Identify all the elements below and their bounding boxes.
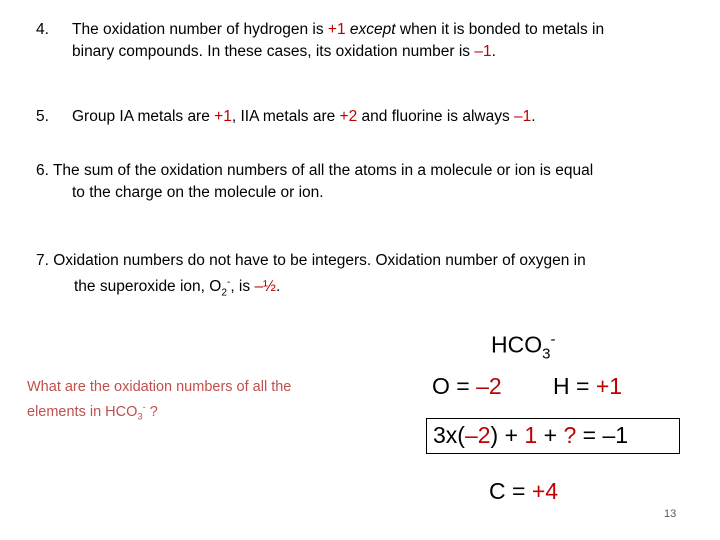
rule-4 bbox=[36, 19, 686, 63]
question-text: What are the oxidation numbers of all the elements in $HCO_3^-$ ? bbox=[27, 379, 292, 422]
rule-6 bbox=[36, 160, 696, 204]
rule-7-line-1: 7. Oxidation numbers do not have to be integers. Oxidation number of oxygen in bbox=[36, 252, 586, 269]
hydrogen-oxidation-number: H = +1 bbox=[553, 373, 623, 399]
rule-5 bbox=[36, 106, 686, 128]
formula-heading: $HCO_3^-$ bbox=[491, 331, 556, 363]
rule-5-text: Group IA metals are +1, IIA metals are +2 and fluorine is always –1. bbox=[72, 108, 536, 125]
rule-7-line-2: the superoxide ion, $O_2^-$, is –½. bbox=[74, 277, 281, 299]
rule-4-line-1: The oxidation number of hydrogen is +1 except when it is bonded to metals in bbox=[72, 21, 605, 38]
carbon-oxidation-number: C = +4 bbox=[489, 478, 559, 504]
oxygen-oxidation-number: O = –2 bbox=[432, 373, 502, 399]
rule-6-line-1: 6. The sum of the oxidation numbers of all the atoms in a molecule or ion is equal bbox=[36, 162, 594, 179]
rule-4-line-2: binary compounds. In these cases, its oxidation number is –1. bbox=[72, 43, 496, 60]
rule-5-number: 5. bbox=[36, 108, 49, 125]
rule-6-line-2: to the charge on the molecule or ion. bbox=[72, 184, 324, 201]
rule-7 bbox=[36, 250, 696, 304]
rule-4-number: 4. bbox=[36, 21, 49, 38]
slide-number: 13 bbox=[664, 508, 677, 520]
equation-box: 3x(–2) + 1 + ? = –1 bbox=[426, 418, 680, 454]
